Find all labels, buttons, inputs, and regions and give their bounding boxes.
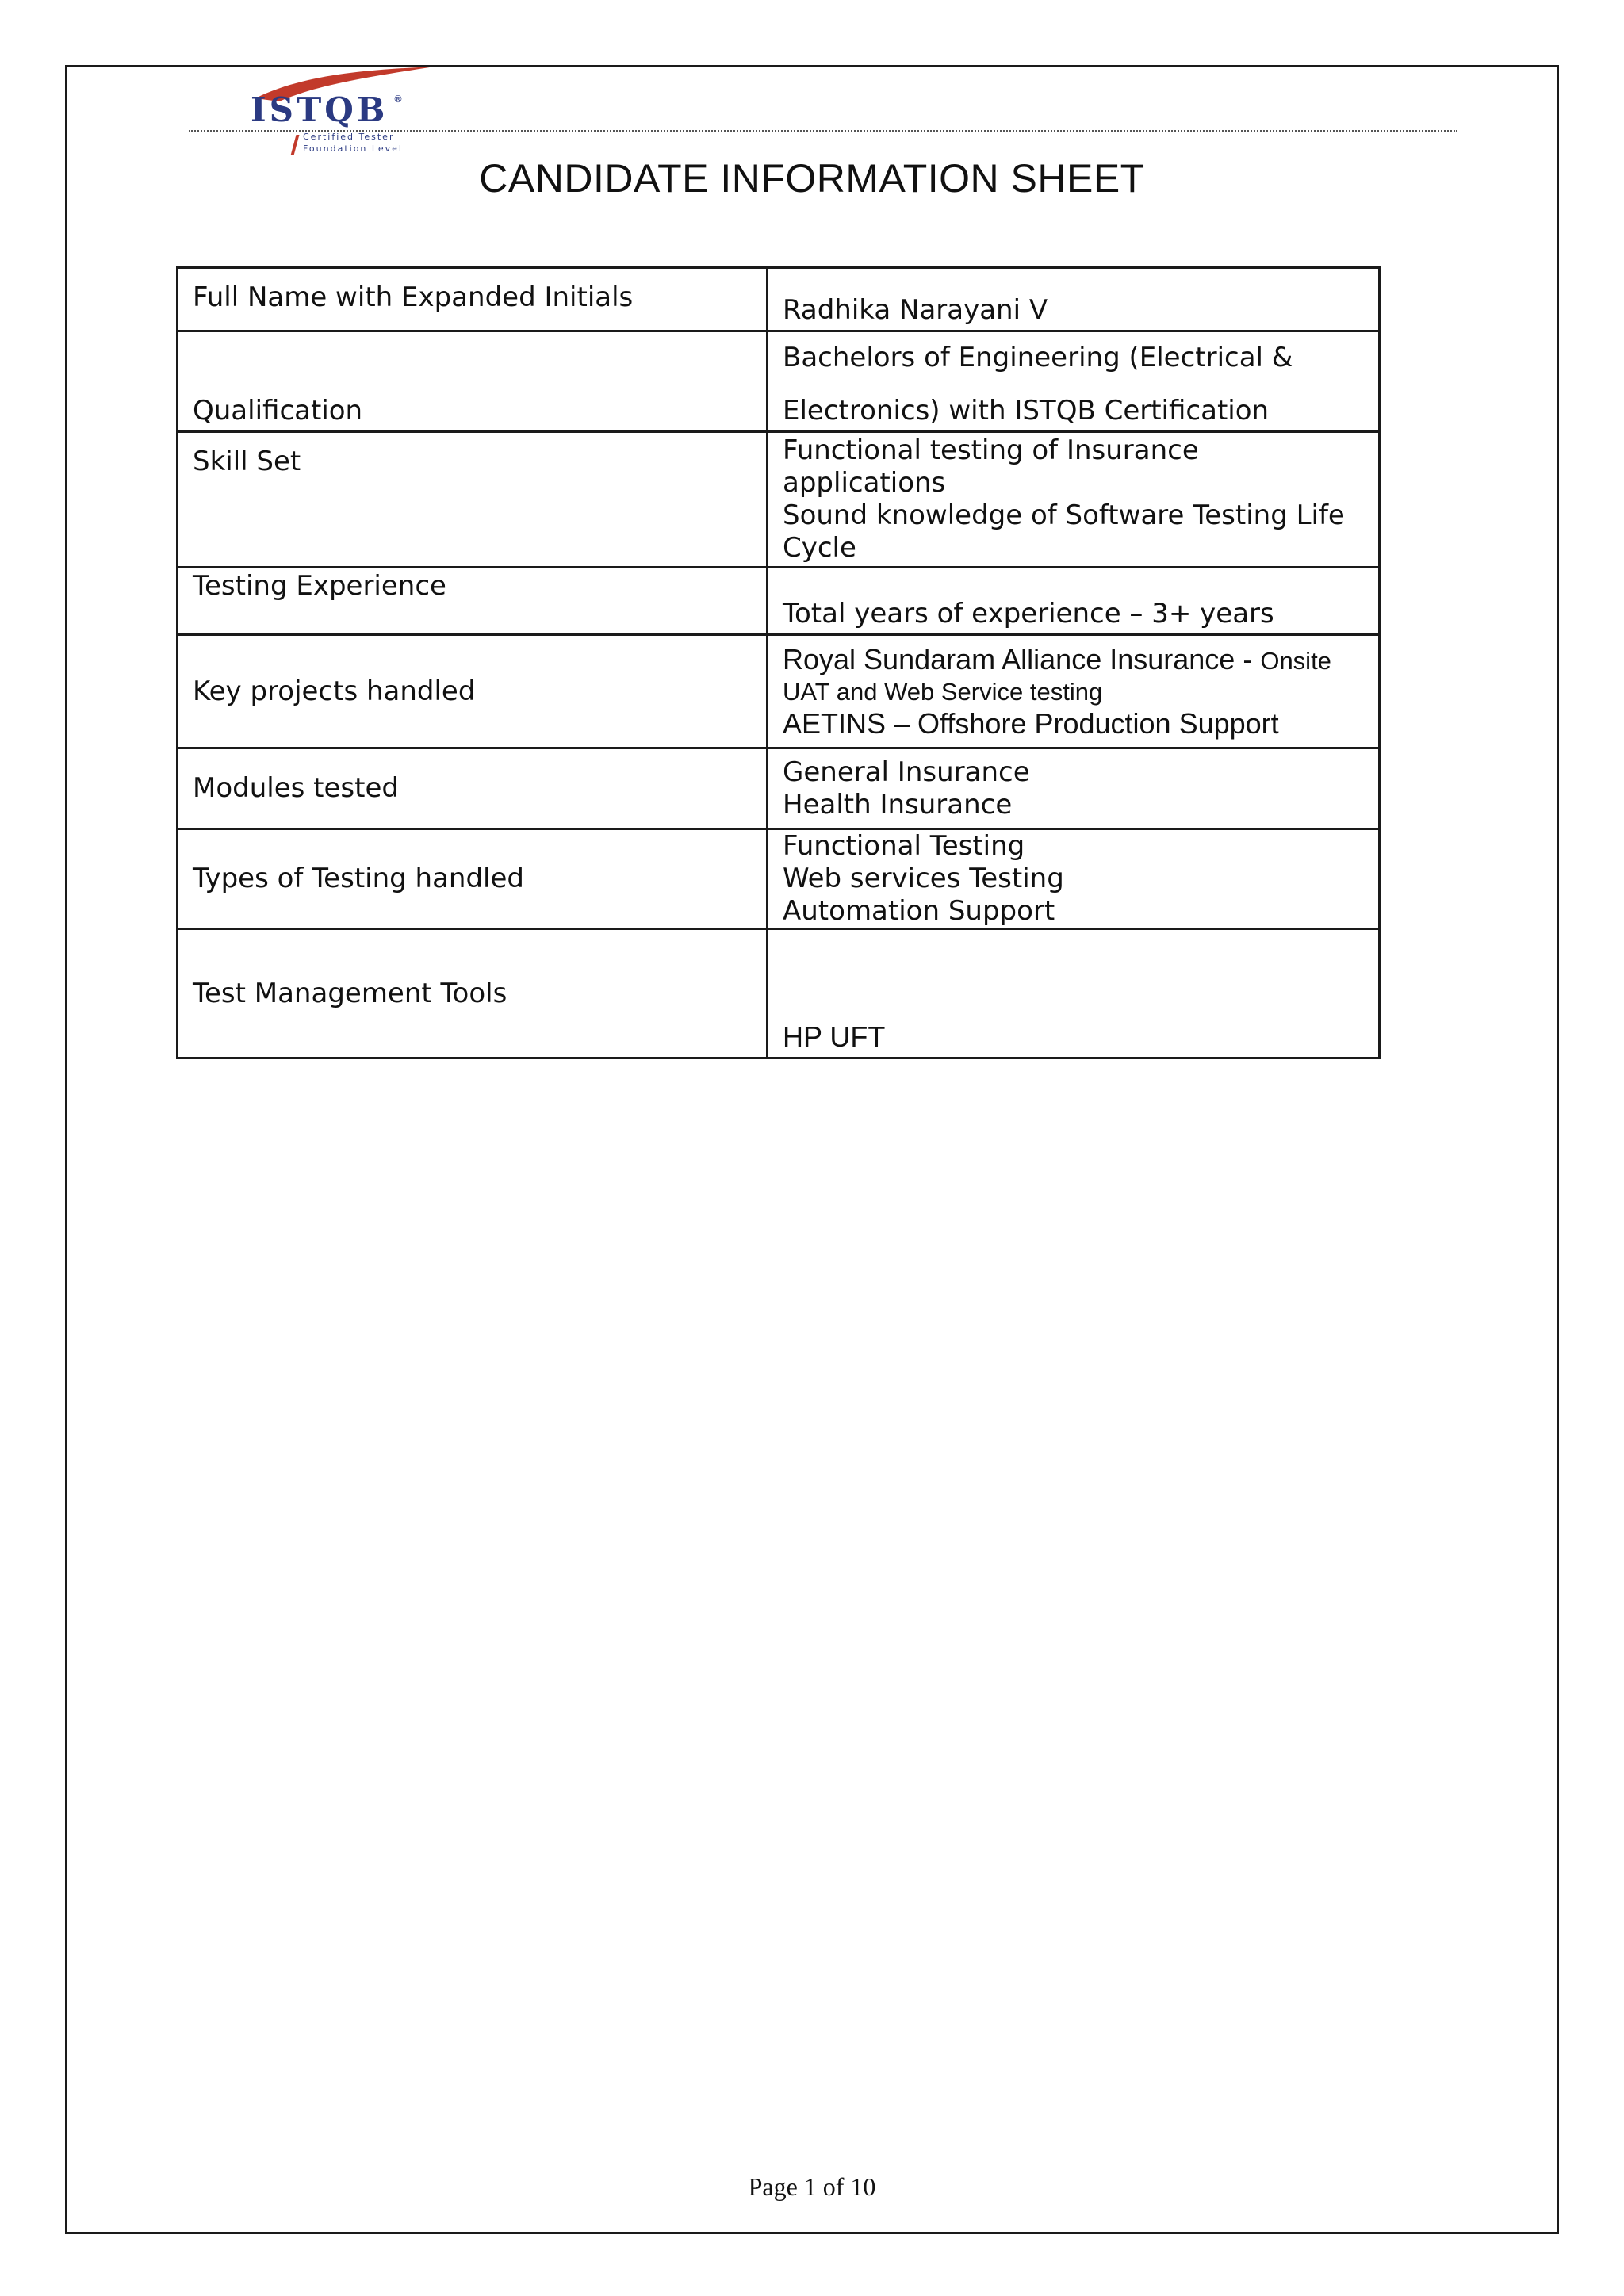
- table-row-qualification: [178, 331, 1380, 432]
- qualification-value-line-2: Electronics) with ISTQB Certification: [783, 395, 1270, 427]
- modules-tested-label: Modules tested: [178, 748, 768, 829]
- skill-set-line-2: applications: [783, 467, 946, 499]
- table-row-testing-experience: [178, 568, 1380, 635]
- page-title: CANDIDATE INFORMATION SHEET: [479, 156, 1145, 201]
- key-projects-line-3: AETINS – Offshore Production Support: [783, 706, 1279, 740]
- table-row-test-tools: [178, 929, 1380, 1058]
- istqb-logo: [247, 67, 438, 162]
- key-projects-value: [768, 635, 1380, 748]
- types-of-testing-value: [768, 829, 1380, 929]
- table-row-full-name: [178, 268, 1380, 331]
- logo-text: ISTQB: [251, 90, 389, 129]
- table-row-skill-set: [178, 432, 1380, 568]
- full-name-label: Full Name with Expanded Initials: [178, 268, 768, 331]
- logo-registered-mark: ®: [393, 94, 403, 105]
- types-of-testing-line-3: Automation Support: [783, 894, 1055, 927]
- skill-set-value: [768, 432, 1380, 568]
- qualification-label: Qualification: [178, 331, 768, 432]
- key-projects-line-2: UAT and Web Service testing: [783, 677, 1103, 706]
- logo-subtitle-2: Foundation Level: [303, 144, 403, 154]
- modules-tested-value: [768, 748, 1380, 829]
- test-tools-label: Test Management Tools: [178, 929, 768, 1058]
- modules-tested-line-1: General Insurance: [783, 756, 1030, 788]
- skill-set-line-1: Functional testing of Insurance: [783, 434, 1199, 467]
- types-of-testing-label: Types of Testing handled: [178, 829, 768, 929]
- candidate-info-table: [176, 266, 1381, 1059]
- header-divider: [189, 130, 1457, 132]
- qualification-gap: [783, 374, 1364, 395]
- testing-experience-value: Total years of experience – 3+ years: [768, 568, 1380, 635]
- modules-tested-line-2: Health Insurance: [783, 788, 1013, 821]
- types-of-testing-line-1: Functional Testing: [783, 830, 1025, 863]
- skill-set-line-3: Sound knowledge of Software Testing Life: [783, 499, 1345, 531]
- key-project-1-name: Royal Sundaram Alliance Insurance -: [783, 642, 1261, 675]
- testing-experience-label: Testing Experience: [178, 568, 768, 635]
- key-projects-label: Key projects handled: [178, 635, 768, 748]
- skill-set-label: Skill Set: [178, 432, 768, 568]
- full-name-value: Radhika Narayani V: [768, 268, 1380, 331]
- key-projects-line-1: [783, 642, 1364, 677]
- types-of-testing-line-2: Web services Testing: [783, 863, 1064, 895]
- table-row-types-of-testing: [178, 829, 1380, 929]
- qualification-value: [768, 331, 1380, 432]
- logo-subtitle-1: Certified Tester: [303, 132, 395, 142]
- table-row-key-projects: [178, 635, 1380, 748]
- key-project-1-onsite: Onsite: [1260, 646, 1331, 675]
- qualification-value-line-1: Bachelors of Engineering (Electrical &: [783, 342, 1293, 374]
- skill-set-line-4: Cycle: [783, 531, 856, 564]
- table-row-modules-tested: [178, 748, 1380, 829]
- logo-tick-icon: [291, 135, 300, 155]
- page-number: Page 1 of 10: [748, 2172, 876, 2201]
- test-tools-value: HP UFT: [768, 929, 1380, 1058]
